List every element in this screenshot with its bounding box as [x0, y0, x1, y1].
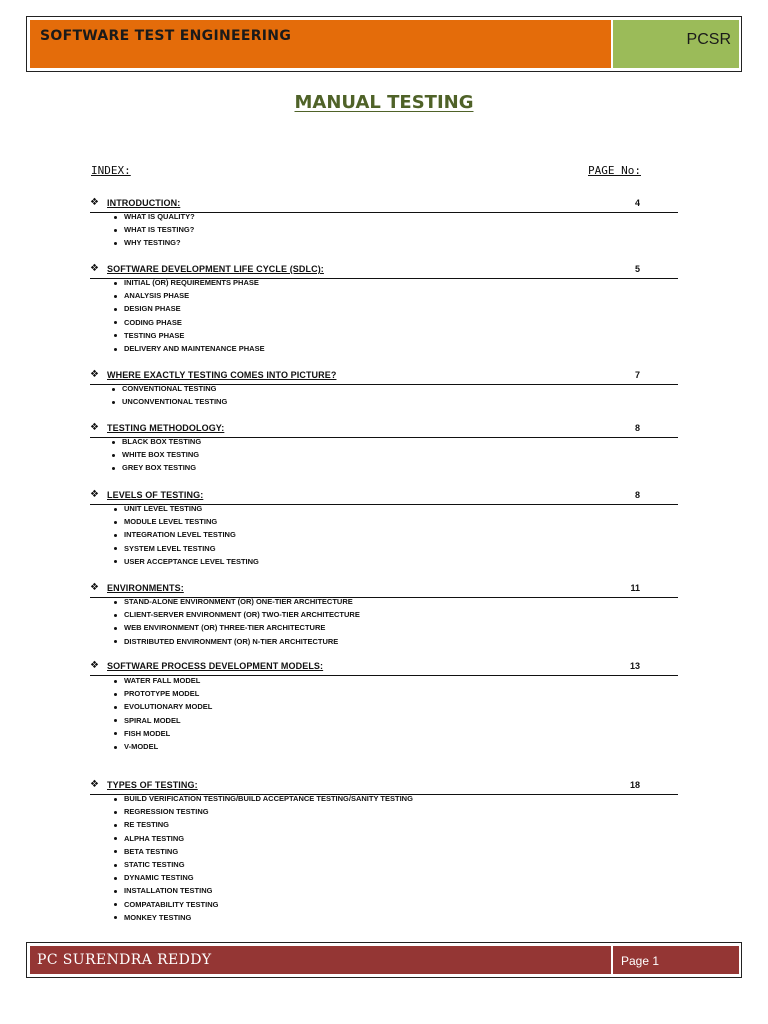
toc-section-title: SOFTWARE PROCESS DEVELOPMENT MODELS: [107, 661, 324, 671]
toc-subitem [114, 331, 184, 340]
diamond-bullet-icon: ❖ [90, 422, 99, 433]
toc-subitem [114, 623, 325, 632]
bullet-dot-icon [114, 334, 117, 337]
bullet-dot-icon [112, 454, 115, 457]
toc-subitem-label: INTEGRATION LEVEL TESTING [124, 530, 236, 540]
footer-page-band [613, 946, 739, 974]
bullet-dot-icon [114, 321, 117, 324]
bullet-dot-icon [114, 877, 117, 880]
bullet-dot-icon [114, 547, 117, 550]
toc-subitem-label: INSTALLATION TESTING [124, 886, 213, 896]
toc-subitem-label: CONVENTIONAL TESTING [122, 384, 217, 393]
toc-subitem [114, 517, 217, 526]
page-header [26, 16, 742, 72]
index-label: INDEX: [91, 164, 131, 177]
toc-subitem [112, 384, 216, 393]
bullet-dot-icon [112, 388, 115, 391]
bullet-dot-icon [114, 308, 117, 311]
toc-subitem-label: V-MODEL [124, 742, 159, 751]
diamond-bullet-icon: ❖ [90, 263, 99, 274]
toc-subitem [114, 794, 413, 803]
header-code: PCSR [686, 31, 731, 48]
toc-subitem [114, 225, 194, 234]
bullet-dot-icon [114, 693, 117, 696]
toc-subitem-label: SPIRAL MODEL [124, 715, 181, 725]
toc-subitem [114, 689, 199, 698]
toc-subitem-label: INITIAL (OR) REQUIREMENTS PHASE [124, 278, 259, 287]
toc-subitem [114, 847, 178, 856]
toc-subitem [114, 702, 212, 711]
bullet-dot-icon [114, 864, 117, 867]
toc-subitem-label: TESTING PHASE [124, 330, 185, 340]
toc-section-title: SOFTWARE DEVELOPMENT LIFE CYCLE (SDLC): [107, 264, 324, 274]
bullet-dot-icon [114, 916, 117, 919]
toc-subitem [114, 238, 181, 247]
toc-subitem-label: DISTRIBUTED ENVIRONMENT (OR) N-TIER ARCHITECTURE [124, 636, 339, 646]
toc-subitem-label: STATIC TESTING [124, 860, 185, 869]
toc-section-title: ENVIRONMENTS: [107, 583, 184, 593]
bullet-dot-icon [112, 401, 115, 404]
toc-subitem-label: DELIVERY AND MAINTENANCE PHASE [124, 344, 265, 353]
footer-author-band [30, 946, 611, 974]
toc-subitem-label: ANALYSIS PHASE [124, 291, 190, 301]
toc-subitem-label: CLIENT-SERVER ENVIRONMENT (OR) TWO-TIER ARCHITECTURE [124, 610, 360, 620]
toc-section-heading [90, 583, 678, 598]
toc-subitem [114, 278, 259, 287]
toc-section-page: 5 [634, 264, 640, 274]
diamond-bullet-icon: ❖ [90, 779, 99, 790]
bullet-dot-icon [114, 534, 117, 537]
toc-subitem [114, 820, 169, 829]
footer-author: PC SURENDRA REDDY [37, 952, 212, 968]
page-footer [26, 942, 742, 978]
bullet-dot-icon [114, 732, 117, 735]
toc-section-page: 4 [634, 198, 640, 208]
toc-subitem-label: CODING PHASE [124, 317, 182, 327]
toc-subitem [114, 900, 218, 909]
toc-subitem [114, 742, 158, 751]
toc-subitem-label: WHY TESTING? [124, 238, 181, 248]
toc-subitem-label: UNCONVENTIONAL TESTING [122, 397, 228, 407]
toc-section-page: 11 [630, 583, 640, 593]
toc-subitem [114, 610, 360, 619]
toc-subitem [114, 807, 209, 816]
header-title-band [30, 20, 611, 68]
toc-subitem [112, 397, 227, 406]
bullet-dot-icon [114, 508, 117, 511]
toc-subitem-label: ALPHA TESTING [124, 833, 185, 843]
toc-subitem-label: SYSTEM LEVEL TESTING [124, 543, 216, 553]
bullet-dot-icon [114, 824, 117, 827]
bullet-dot-icon [114, 216, 117, 219]
document-title: MANUAL TESTING [294, 92, 474, 113]
toc-subitem [114, 304, 181, 313]
toc-section-title: TYPES OF TESTING: [107, 780, 198, 790]
toc-subitem-label: COMPATABILITY TESTING [124, 899, 219, 909]
footer-page-number: Page 1 [621, 954, 660, 968]
toc-section-page: 7 [634, 370, 640, 380]
toc-subitem [114, 504, 202, 513]
toc-subitem-label: EVOLUTIONARY MODEL [124, 702, 213, 712]
toc-section-heading [90, 370, 678, 385]
bullet-dot-icon [112, 441, 115, 444]
toc-subitem [114, 913, 191, 922]
header-title: SOFTWARE TEST ENGINEERING [40, 28, 292, 44]
diamond-bullet-icon: ❖ [90, 369, 99, 380]
toc-subitem [114, 530, 236, 539]
bullet-dot-icon [114, 348, 117, 351]
toc-subitem [114, 860, 185, 869]
bullet-dot-icon [114, 837, 117, 840]
diamond-bullet-icon: ❖ [90, 489, 99, 500]
bullet-dot-icon [114, 295, 117, 298]
toc-section-heading [90, 490, 678, 505]
toc-section-heading [90, 423, 678, 438]
toc-section-page: 18 [629, 780, 640, 790]
toc-subitem [114, 597, 353, 606]
bullet-dot-icon [114, 890, 117, 893]
toc-subitem [114, 729, 170, 738]
toc-subitem-label: STAND-ALONE ENVIRONMENT (OR) ONE-TIER ARCHITECTURE [124, 597, 353, 606]
toc-section-title: LEVELS OF TESTING: [107, 490, 204, 500]
bullet-dot-icon [114, 680, 117, 683]
bullet-dot-icon [114, 640, 117, 643]
toc-subitem-label: WHITE BOX TESTING [122, 450, 200, 460]
toc-subitem-label: USER ACCEPTANCE LEVEL TESTING [124, 556, 259, 566]
toc-subitem [114, 544, 216, 553]
diamond-bullet-icon: ❖ [90, 660, 99, 671]
toc-subitem [112, 437, 201, 446]
toc-subitem [112, 463, 196, 472]
toc-section-page: 8 [634, 490, 640, 500]
diamond-bullet-icon: ❖ [90, 197, 99, 208]
toc-section-heading [90, 198, 678, 213]
bullet-dot-icon [114, 706, 117, 709]
toc-subitem-label: GREY BOX TESTING [122, 463, 197, 473]
toc-subitem-label: FISH MODEL [124, 728, 171, 738]
bullet-dot-icon [114, 601, 117, 604]
toc-subitem-label: WATER FALL MODEL [124, 676, 201, 685]
diamond-bullet-icon: ❖ [90, 582, 99, 593]
toc-subitem [114, 557, 259, 566]
bullet-dot-icon [114, 798, 117, 801]
bullet-dot-icon [114, 746, 117, 749]
toc-subitem [114, 318, 182, 327]
toc-subitem-label: MONKEY TESTING [124, 912, 192, 922]
bullet-dot-icon [114, 627, 117, 630]
toc-subitem-label: RE TESTING [124, 820, 170, 830]
toc-subitem-label: BETA TESTING [124, 846, 179, 856]
toc-subitem-label: MODULE LEVEL TESTING [124, 517, 218, 527]
toc-section-heading [90, 780, 678, 795]
toc-subitem-label: BUILD VERIFICATION TESTING/BUILD ACCEPTANCE TESTING/SANITY TESTING [124, 794, 413, 803]
toc-subitem [114, 886, 212, 895]
page-number-label: PAGE No: [588, 164, 641, 177]
toc-subitem-label: WHAT IS TESTING? [124, 225, 195, 235]
bullet-dot-icon [114, 282, 117, 285]
toc-section-page: 13 [629, 661, 640, 671]
toc-subitem-label: DYNAMIC TESTING [124, 873, 194, 883]
toc-subitem [114, 676, 200, 685]
toc-subitem [114, 834, 184, 843]
toc-section-title: INTRODUCTION: [107, 198, 181, 208]
toc-subitem [114, 212, 195, 221]
toc-subitem-label: WHAT IS QUALITY? [124, 212, 195, 221]
toc-subitem-label: PROTOTYPE MODEL [124, 689, 200, 699]
bullet-dot-icon [112, 467, 115, 470]
toc-section-page: 8 [634, 423, 640, 433]
header-code-band [613, 20, 739, 68]
toc-subitem-label: UNIT LEVEL TESTING [124, 504, 203, 513]
toc-subitem [112, 450, 199, 459]
bullet-dot-icon [114, 903, 117, 906]
bullet-dot-icon [114, 614, 117, 617]
bullet-dot-icon [114, 521, 117, 524]
bullet-dot-icon [114, 811, 117, 814]
toc-subitem [114, 637, 338, 646]
toc-subitem-label: REGRESSION TESTING [124, 807, 209, 817]
bullet-dot-icon [114, 242, 117, 245]
bullet-dot-icon [114, 229, 117, 232]
toc-subitem-label: DESIGN PHASE [124, 304, 181, 314]
toc-section-heading [90, 661, 678, 676]
toc-subitem-label: WEB ENVIRONMENT (OR) THREE-TIER ARCHITECTURE [124, 623, 326, 633]
toc-subitem-label: BLACK BOX TESTING [122, 437, 202, 446]
toc-subitem [114, 873, 194, 882]
toc-section-title: WHERE EXACTLY TESTING COMES INTO PICTURE? [107, 370, 337, 380]
bullet-dot-icon [114, 560, 117, 563]
bullet-dot-icon [114, 719, 117, 722]
toc-subitem [114, 291, 189, 300]
bullet-dot-icon [114, 850, 117, 853]
toc-subitem [114, 344, 265, 353]
toc-section-title: TESTING METHODOLOGY: [107, 423, 225, 433]
toc-subitem [114, 716, 181, 725]
toc-section-heading [90, 264, 678, 279]
